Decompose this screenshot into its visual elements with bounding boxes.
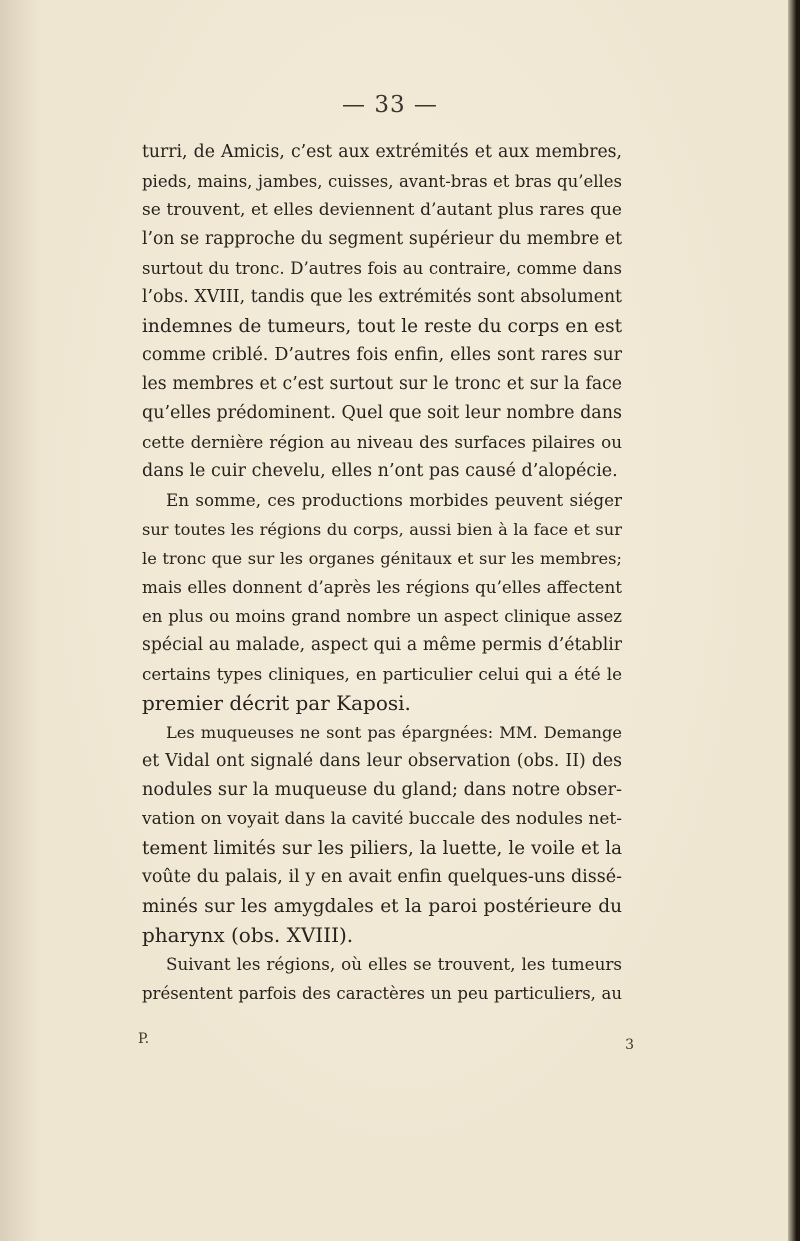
text-line: mais elles donnent d’après les régions qu’elles affectent [142, 577, 622, 597]
text-line: tement limités sur les piliers, la luette, le voile et la [142, 838, 622, 859]
page-header: — 33 — [342, 92, 438, 118]
text-line: surtout du tronc. D’autres fois au contraire, comme dans [142, 259, 622, 278]
body-text [142, 138, 622, 1008]
text-line: pieds, mains, jambes, cuisses, avant-bras et bras qu’elles [142, 172, 622, 191]
text-line: turri, de Amicis, c’est aux extrémités et aux membres, [142, 142, 622, 162]
text-line: minés sur les amygdales et la paroi postérieure du [142, 896, 622, 917]
text-line: sur toutes les régions du corps, aussi bien à la face et sur [142, 520, 622, 539]
text-line: cette dernière région au niveau des surfaces pilaires ou [142, 432, 622, 452]
text-line: qu’elles prédominent. Quel que soit leur nombre dans [142, 403, 622, 423]
text-line: Suivant les régions, où elles se trouvent, les tumeurs [166, 954, 622, 974]
text-line: pharynx (obs. XVIII). [142, 923, 354, 947]
text-line: l’on se rapproche du segment supérieur du membre et [142, 229, 622, 249]
signature-mark-left: P. [138, 1031, 150, 1047]
text-line: le tronc que sur les organes génitaux et sur les membres; [142, 549, 622, 568]
text-line: présentent parfois des caractères un peu particuliers, au [142, 984, 622, 1003]
text-line: dans le cuir chevelu, elles n’ont pas causé d’alopécie. [142, 461, 618, 481]
text-line: premier décrit par Kaposi. [142, 691, 411, 715]
text-line: se trouvent, et elles deviennent d’autant plus rares que [142, 200, 622, 220]
page-footer [138, 1031, 634, 1053]
text-line: comme criblé. D’autres fois enfin, elles sont rares sur [142, 345, 622, 365]
text-line: nodules sur la muqueuse du gland; dans notre obser- [142, 780, 622, 800]
text-line: les membres et c’est surtout sur le tronc et sur la face [142, 374, 622, 394]
book-spine-edge [788, 0, 800, 1241]
text-line: en plus ou moins grand nombre un aspect clinique assez [142, 607, 622, 626]
text-line: vation on voyait dans la cavité buccale des nodules net- [142, 809, 622, 829]
text-line: certains types cliniques, en particulier celui qui a été le [142, 664, 622, 684]
text-line: spécial au malade, aspect qui a même permis d’établir [142, 635, 622, 655]
text-line: indemnes de tumeurs, tout le reste du corps en est [142, 316, 622, 337]
text-line: et Vidal ont signalé dans leur observation (obs. II) des [142, 751, 622, 771]
signature-mark-right: 3 [625, 1037, 634, 1053]
text-line: En somme, ces productions morbides peuvent siéger [166, 490, 622, 510]
text-line: l’obs. XVIII, tandis que les extrémités sont absolument [142, 287, 622, 307]
text-line: Les muqueuses ne sont pas épargnées: MM. Demange [166, 723, 622, 742]
text-line: voûte du palais, il y en avait enfin quelques-uns dissé- [142, 867, 622, 887]
